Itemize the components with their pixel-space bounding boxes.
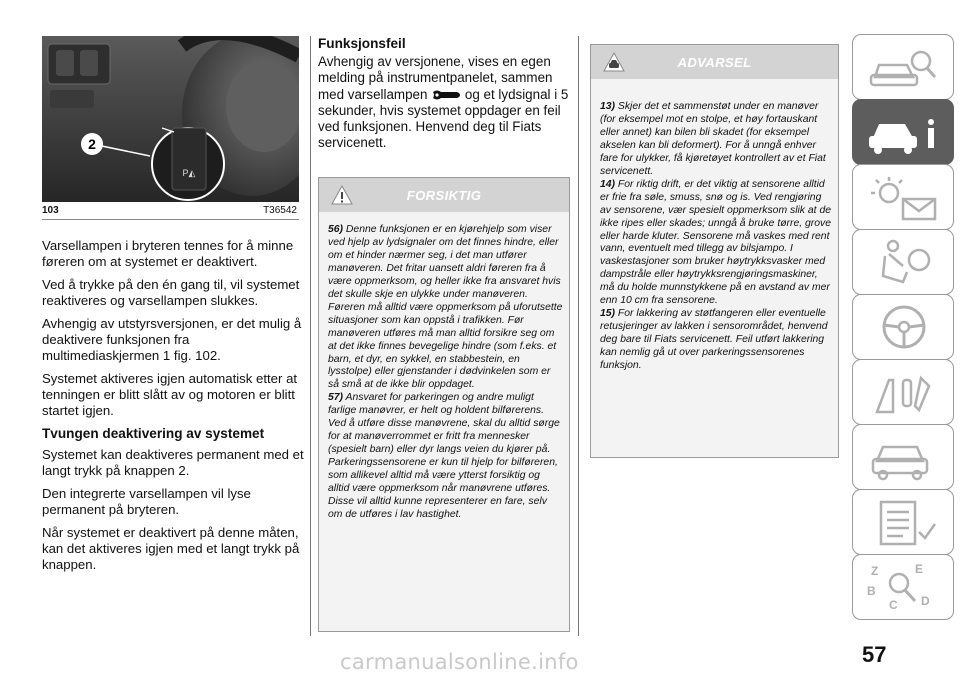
figure-103-image xyxy=(42,36,299,202)
caution-box xyxy=(318,177,570,632)
note-number: 15) xyxy=(600,308,616,320)
svg-text:B: B xyxy=(867,584,876,598)
seat-airbag-icon xyxy=(863,236,945,290)
chapter-tab-specifications[interactable] xyxy=(852,489,954,555)
svg-text:D: D xyxy=(921,594,930,608)
warning-body xyxy=(600,101,832,373)
steering-wheel-icon xyxy=(863,301,945,355)
figure-caption xyxy=(42,202,299,220)
chapter-tab-car-info[interactable] xyxy=(852,99,954,165)
watermark: carmanualsonline.info xyxy=(340,650,579,674)
paragraph-part: og et lydsignal i 5 sekunder, hvis systemet oppdager en feil ved funksjonen. Henvend deg til Fiats servicenett. xyxy=(318,86,569,151)
paragraph: Systemet kan deaktiveres permanent med et langt trykk på knappen 2. xyxy=(42,447,304,478)
car-info-icon xyxy=(863,106,945,160)
chapter-tab-warning-lights[interactable] xyxy=(852,164,954,230)
caution-header xyxy=(319,178,569,212)
note-number: 14) xyxy=(600,178,616,190)
note-number: 13) xyxy=(600,101,616,112)
paragraph: Systemet aktiveres igjen automatisk etter at tenningen er blitt slått av og motoren er blitt startet igjen. xyxy=(42,371,298,418)
car-service-icon xyxy=(863,431,945,485)
note-text: Skjer det et sammenstøt under en manøver (for eksempel mot en stolpe, et høy fortauskant eller annet) kan bilen bli skadet (for eksempel akselen kan bli deformert). For å unngå enhver fare for ulykker, få kjøretøyet kontrollert av et Fiat servicenett. xyxy=(600,101,826,177)
column-2-text xyxy=(318,36,570,151)
note-text: Ansvaret for parkeringen og andre muligt farlige manøvrer, er helt og holdent bilførerens. Ved å utføre disse manøvrene, skal du alltid sørge for at manøverrommet er fritt fra mennesker (spesielt barn) eller dyr langs veien du kjører på. Parkeringssensorene er kun til hjelp for bilføreren, som allikevel alltid må være ytterst forsiktig og alltid være oppmerksom når manøvrene utføres. Disse vil alltid kunne representerer en fare, selv om de utføres i lav hastighet. xyxy=(328,392,560,520)
section-heading: Tvungen deaktivering av systemet xyxy=(42,426,265,441)
column-divider xyxy=(578,36,579,636)
warning-title: ADVARSEL xyxy=(677,55,752,70)
paragraph: Ved å trykke på den én gang til, vil systemet reaktiveres og varsellampen slukkes. xyxy=(42,277,300,308)
chapter-tab-driving[interactable] xyxy=(852,294,954,360)
svg-text:Z: Z xyxy=(871,564,879,578)
switch-label: P◭ xyxy=(182,168,196,178)
tools-icon xyxy=(863,366,945,420)
specifications-icon xyxy=(863,496,945,550)
callout-number: 2 xyxy=(88,136,96,152)
paragraph: Avhengig av utstyrsversjonen, er det mulig å deaktivere funksjonen fra multimediaskjermen 1 fig. 102. xyxy=(42,316,302,363)
section-heading: Funksjonsfeil xyxy=(318,36,406,51)
dashboard-switch-illustration xyxy=(42,36,299,202)
warning-box xyxy=(590,44,839,458)
column-1-text xyxy=(42,238,304,580)
wrench-icon xyxy=(431,89,461,101)
chapter-tab-safety[interactable] xyxy=(852,229,954,295)
warning-header xyxy=(591,45,838,79)
figure-number: 103 xyxy=(42,205,59,216)
warning-lights-icon xyxy=(863,171,945,225)
page-number: 57 xyxy=(862,642,887,667)
figure-code: T36542 xyxy=(263,205,297,216)
svg-text:E: E xyxy=(915,562,924,576)
svg-text:C: C xyxy=(889,598,898,612)
paragraph: Den integrerte varsellampen vil lyse permanent på bryteren. xyxy=(42,486,251,517)
note-number: 56) xyxy=(328,224,344,235)
note-text: For riktig drift, er det viktig at sensorene alltid er frie fra søle, smuss, snø og is. Ved rengjøring av sensorene, vær spesielt oppmerksom slik at de ikke ripes eller skades; unngå å bruke tørre, grove eller harde kluter. Sensorene må vaskes med rent vann, eventuelt med tillegg av bilsjampo. I vaskestasjoner som bruker høytrykksvasker med dampstråle eller høytrykksrengjøringsmaskiner, må du holde munnstykkene på en avstand av mer enn 10 cm fra sensorene. xyxy=(600,178,832,307)
chapter-tab-index[interactable] xyxy=(852,554,954,620)
chapter-tab-service[interactable] xyxy=(852,424,954,490)
paragraph: Varsellampen i bryteren tennes for å minne føreren om at systemet er deaktivert. xyxy=(42,238,294,269)
paragraph: Når systemet er deaktivert på denne måten, kan det aktiveres igjen med et langt trykk på knappen. xyxy=(42,525,300,572)
index-search-icon xyxy=(863,561,945,615)
note-text: Denne funksjonen er en kjørehjelp som viser ved hjelp av lydsignaler om det finnes hindre, eller om et hinder nærmer seg, i det man utfører manøveren. Det fritar uansett aldri føreren fra å være oppmerksom, og heller ikke fra ansvaret hvis det skulle skje en ulykke under manøveren. Føreren må alltid være oppmerksom på uforutsette situasjoner som kan oppstå i trafikken. Før manøveren utføres må man alltid forsikre seg om at det ikke finnes bevegelige hindre (som f.eks. et barn, et dyr, en sykkel, en stabbestein, en lysstolpe) eller gjenstander i dødvinkelen som er så små at de ikke blir oppdaget. xyxy=(328,224,563,391)
caution-title: FORSIKTIG xyxy=(406,188,482,203)
paragraph-part: Avhengig av versjonene, vises en egen melding på instrumentpanelet, sammen med varsellampen xyxy=(318,54,553,102)
note-text: For lakkering av støtfangeren eller eventuelle retusjeringer av lakken i sensorområdet, henvend deg bare til Fiats servicenett. Feil utført lakkering kan nemlig gå ut over parkeringssensorenes funksjon. xyxy=(600,308,828,372)
note-number: 57) xyxy=(328,392,344,404)
car-search-icon xyxy=(863,41,945,95)
chapter-tab-car-search[interactable] xyxy=(852,34,954,100)
caution-body xyxy=(328,224,563,522)
chapter-tab-emergency[interactable] xyxy=(852,359,954,425)
column-divider xyxy=(310,36,311,636)
